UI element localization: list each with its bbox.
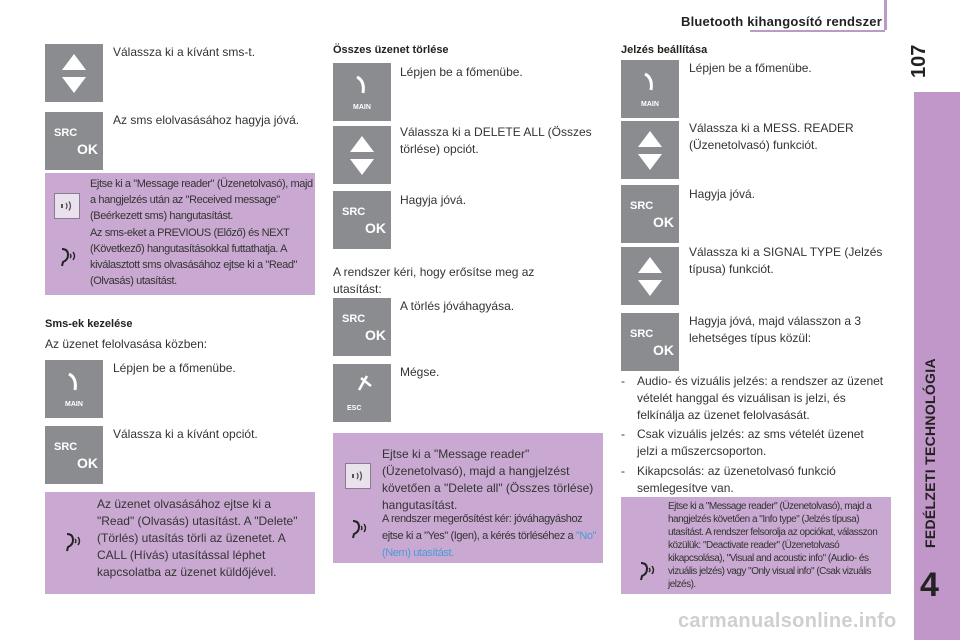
- src-ok-key-icon: SRC OK: [333, 298, 391, 356]
- col1-step-confirm-read: Az sms elolvasásához hagyja jóvá.: [113, 113, 300, 127]
- src-ok-key-icon: SRC OK: [45, 112, 103, 170]
- col2-step-main-menu: Lépjen be a főmenübe.: [400, 65, 523, 79]
- main-key-icon: MAIN: [45, 360, 103, 418]
- chapter-title: FEDÉLZETI TECHNOLÓGIA: [922, 358, 938, 548]
- col1-read-note: Az üzenet olvasásához ejtse ki a "Read" (Olvasás) utasítást. A "Delete" (Törlés) utasítás törli az üzenetet. A CALL (Hívás) utasítással léphet kapcsolatba az üzenet küldőjével.: [45, 492, 315, 594]
- src-ok-key-icon: SRC OK: [45, 426, 103, 484]
- voice-command-icon: [54, 245, 80, 271]
- col2-confirm-prompt: A rendszer kéri, hogy erősítse meg az utasítást:: [333, 265, 535, 296]
- col1-voice-note: Ejtse ki a "Message reader" (Üzenetolvasó), majd a hangjelzés után az "Received message" (Beérkezett sms) hangutasítást. Az sms-eket a PREVIOUS (Előző) és NEXT (Következő) hangutasításokkal futtathatja. A kiválasztott sms olvasásához ejtse ki a "Read" (Olvasás) utasítást.: [45, 173, 315, 295]
- col3-bullet-3: - Kikapcsolás: az üzenetolvasó funkció semlegesítve van.: [621, 464, 836, 495]
- col2-step-delete-all: Válassza ki a DELETE ALL (Összes törlése) opciót.: [400, 125, 592, 156]
- up-down-key-icon: [45, 44, 103, 102]
- col3-heading: Jelzés beállítása: [621, 44, 708, 56]
- voice-command-icon: [633, 559, 659, 585]
- col2-voice-note: Ejtse ki a "Message reader" (Üzenetolvasó), majd a hangjelzést követően a "Delete all" (Összes törlése) hangutasítást. A rendszer megerősítést kér: jóváhagyáshoz ejtse ki a "Yes" (Igen), a kérés törléséhez a "No" (Nem) utasítást.: [333, 433, 603, 563]
- col1-step-main-menu: Lépjen be a főmenübe.: [113, 361, 236, 375]
- chapter-number: 4: [920, 566, 939, 604]
- col3-step-confirm: Hagyja jóvá.: [689, 187, 756, 201]
- col3-voice-note: Ejtse ki a "Message reader" (Üzenetolvasó), majd a hangjelzés követően a "Info type" (Jelzés típusa) utasítást. A rendszer felsorolja az opciókat, válasszon közülük: "Deactivate reader" (Üzenetolvasó kikapcsolása), "Visual and acoustic info" (Audio- és vizuális jelzés) vagy "Only visual info" (Csak vizuális jelzés).: [621, 497, 891, 594]
- speaker-icon: [54, 193, 80, 219]
- col3-step-choose-type: Hagyja jóvá, majd válasszon a 3 lehetséges típus közül:: [689, 314, 862, 345]
- col3-bullet-2: - Csak vizuális jelzés: az sms vételét üzenet jelzi a műszercsoporton.: [621, 427, 864, 458]
- col3-bullet-1: - Audio- és vizuális jelzés: a rendszer az üzenet vételét hanggal és vizuálisan is jelzi, és felkínálja az üzenet felolvasását.: [621, 374, 884, 422]
- voice-command-icon: [345, 517, 371, 543]
- src-ok-key-icon: SRC OK: [621, 185, 679, 243]
- header-rule: [750, 30, 885, 32]
- page-header-title: Bluetooth kihangosító rendszer: [680, 14, 882, 29]
- note-link-no: "No" (Nem) utasítást.: [382, 530, 597, 559]
- main-key-icon: MAIN: [333, 63, 391, 121]
- col1-step-select-option: Válassza ki a kívánt opciót.: [113, 427, 258, 441]
- col3-step-mess-reader: Válassza ki a MESS. READER (Üzenetolvasó) funkciót.: [689, 121, 854, 152]
- col2-step-confirm: Hagyja jóvá.: [400, 193, 467, 207]
- src-ok-key-icon: SRC OK: [621, 313, 679, 371]
- voice-command-icon: [59, 530, 85, 556]
- up-down-key-icon: [621, 121, 679, 179]
- col1-section-heading: Sms-ek kezelése: [45, 318, 133, 330]
- page-number: 107: [908, 44, 930, 78]
- col2-heading: Összes üzenet törlése: [333, 44, 449, 56]
- col3-step-signal-type: Válassza ki a SIGNAL TYPE (Jelzés típusa) funkciót.: [689, 245, 883, 276]
- main-key-icon: MAIN: [621, 60, 679, 118]
- col2-step-approve: A törlés jóváhagyása.: [400, 299, 515, 313]
- speaker-icon: [345, 463, 371, 489]
- col2-step-cancel: Mégse.: [400, 365, 440, 379]
- up-down-key-icon: [621, 247, 679, 305]
- col3-step-main-menu: Lépjen be a főmenübe.: [689, 61, 812, 75]
- col1-step-select-sms: Válassza ki a kívánt sms-t.: [113, 45, 256, 59]
- up-down-key-icon: [333, 126, 391, 184]
- src-ok-key-icon: SRC OK: [333, 191, 391, 249]
- header-tick: [884, 0, 887, 30]
- watermark: carmanualsonline.info: [678, 610, 897, 632]
- esc-key-icon: ESC: [333, 364, 391, 422]
- col1-intro: Az üzenet felolvasása közben:: [45, 337, 208, 351]
